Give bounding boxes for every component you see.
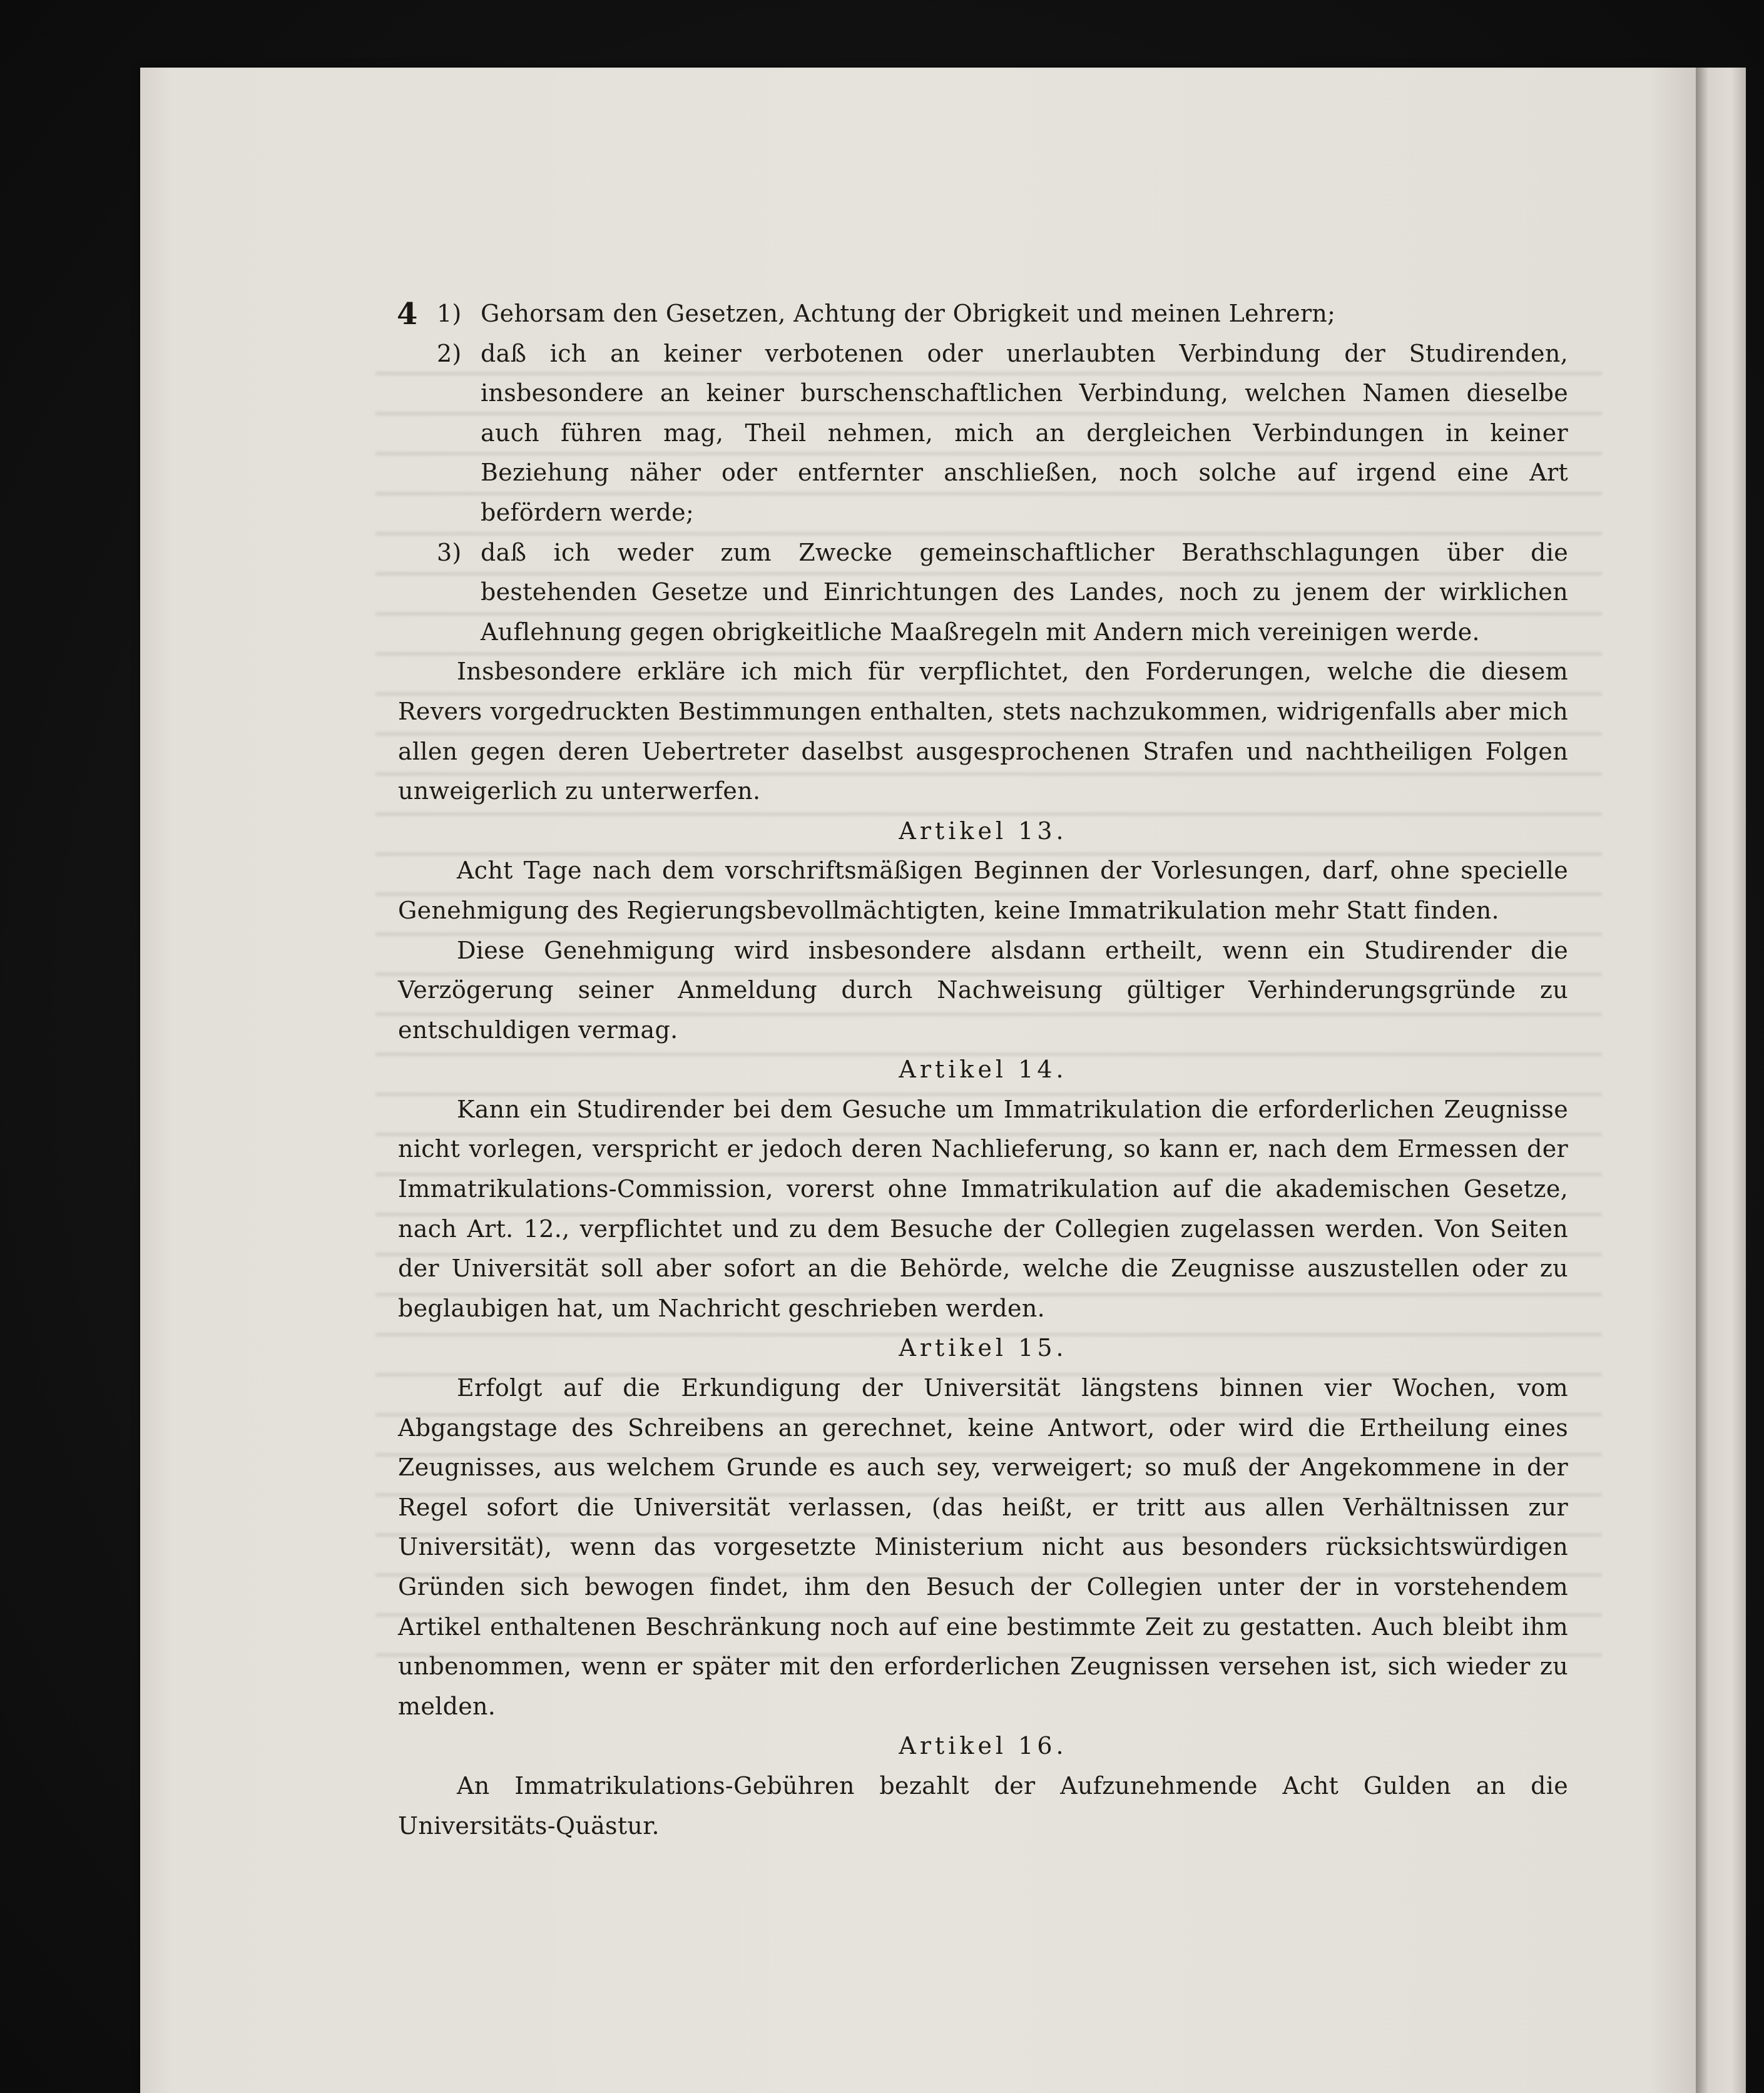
list-item-number: 1) (437, 300, 462, 327)
list-item (339, 533, 1568, 653)
document-body (398, 294, 1568, 1846)
facing-page-edge (1696, 68, 1746, 2093)
article-paragraph: Acht Tage nach dem vorschriftsmäßigen Beginnen der Vorlesungen, darf, ohne specielle Genehmigung des Regierungsbevollmächtigten, keine Immatrikulation mehr Statt finden. (398, 857, 1568, 924)
article-heading: Artikel 16. (899, 1732, 1068, 1760)
intro-paragraph: Insbesondere erkläre ich mich für verpflichtet, den Forderungen, welche die diesem Revers vorgedruckten Bestimmungen enthalten, stets nachzukommen, widrigenfalls aber mich allen gegen deren Uebertreter daselbst ausgesprochenen Strafen und nachtheiligen Folgen unweigerlich zu unterwerfen. (398, 658, 1568, 805)
article-paragraph: Diese Genehmigung wird insbesondere alsdann ertheilt, wenn ein Studirender die Verzögerung seiner Anmeldung durch Nachweisung gültiger Verhinderungsgründe zu entschuldigen vermag. (398, 936, 1568, 1044)
list-item-text: Gehorsam den Gesetzen, Achtung der Obrigkeit und meinen Lehrern; (481, 300, 1336, 327)
article-paragraph: Kann ein Studirender bei dem Gesuche um Immatrikulation die erforderlichen Zeugnisse nicht vorlegen, verspricht er jedoch deren Nachlieferung, so kann er, nach dem Ermessen der Immatrikulations-Commission, vorerst ohne Immatrikulation auf die akademischen Gesetze, nach Art. 12., verpflichtet und zu dem Besuche der Collegien zugelassen werden. Von Seiten der Universität soll aber sofort an die Behörde, welche die Zeugnisse auszustellen oder zu beglaubigen hat, um Nachricht geschrieben werden. (398, 1095, 1568, 1322)
article-heading: Artikel 14. (899, 1056, 1068, 1084)
list-item-number: 2) (437, 339, 462, 367)
article-paragraph: Erfolgt auf die Erkundigung der Universität längstens binnen vier Wochen, vom Abgangstage des Schreibens an gerechnet, keine Antwort, oder wird die Ertheilung eines Zeugnisses, aus welchem Grunde es auch sey, verweigert; so muß der Angekommene in der Regel sofort die Universität verlassen, (das heißt, er tritt aus allen Verhältnissen zur Universität), wenn das vorgesetzte Ministerium nicht aus besonders rücksichtswürdigen Gründen sich bewogen findet, ihm den Besuch der Collegien unter der in vorstehendem Artikel enthaltenen Beschränkung noch auf eine bestimmte Zeit zu gestatten. Auch bleibt ihm unbenommen, wenn er später mit den erforderlichen Zeugnissen versehen ist, sich wieder zu melden. (398, 1374, 1568, 1720)
article-heading: Artikel 15. (899, 1334, 1068, 1362)
list-item-text: daß ich weder zum Zwecke gemeinschaftlicher Berathschlagungen über die bestehenden Gesetze und Einrichtungen des Landes, noch zu jenem der wirklichen Auflehnung gegen obrigkeitliche Maaßregeln mit Andern mich vereinigen werde. (481, 538, 1568, 646)
page-number: 4 (397, 297, 418, 332)
list-item (339, 334, 1568, 533)
list-item-number: 3) (437, 538, 462, 566)
article-heading: Artikel 13. (899, 817, 1068, 845)
article-paragraph: An Immatrikulations-Gebühren bezahlt der Aufzunehmende Acht Gulden an die Universitäts-Quästur. (398, 1771, 1568, 1840)
list-item (339, 294, 1568, 334)
list-item-text: daß ich an keiner verbotenen oder unerlaubten Verbindung der Studirenden, insbesondere an keiner burschenschaftlichen Verbindung, welchen Namen dieselbe auch führen mag, Theil nehmen, mich an dergleichen Verbindungen in keiner Beziehung näher oder entfernter anschließen, noch solche auf irgend eine Art befördern werde; (481, 339, 1568, 526)
